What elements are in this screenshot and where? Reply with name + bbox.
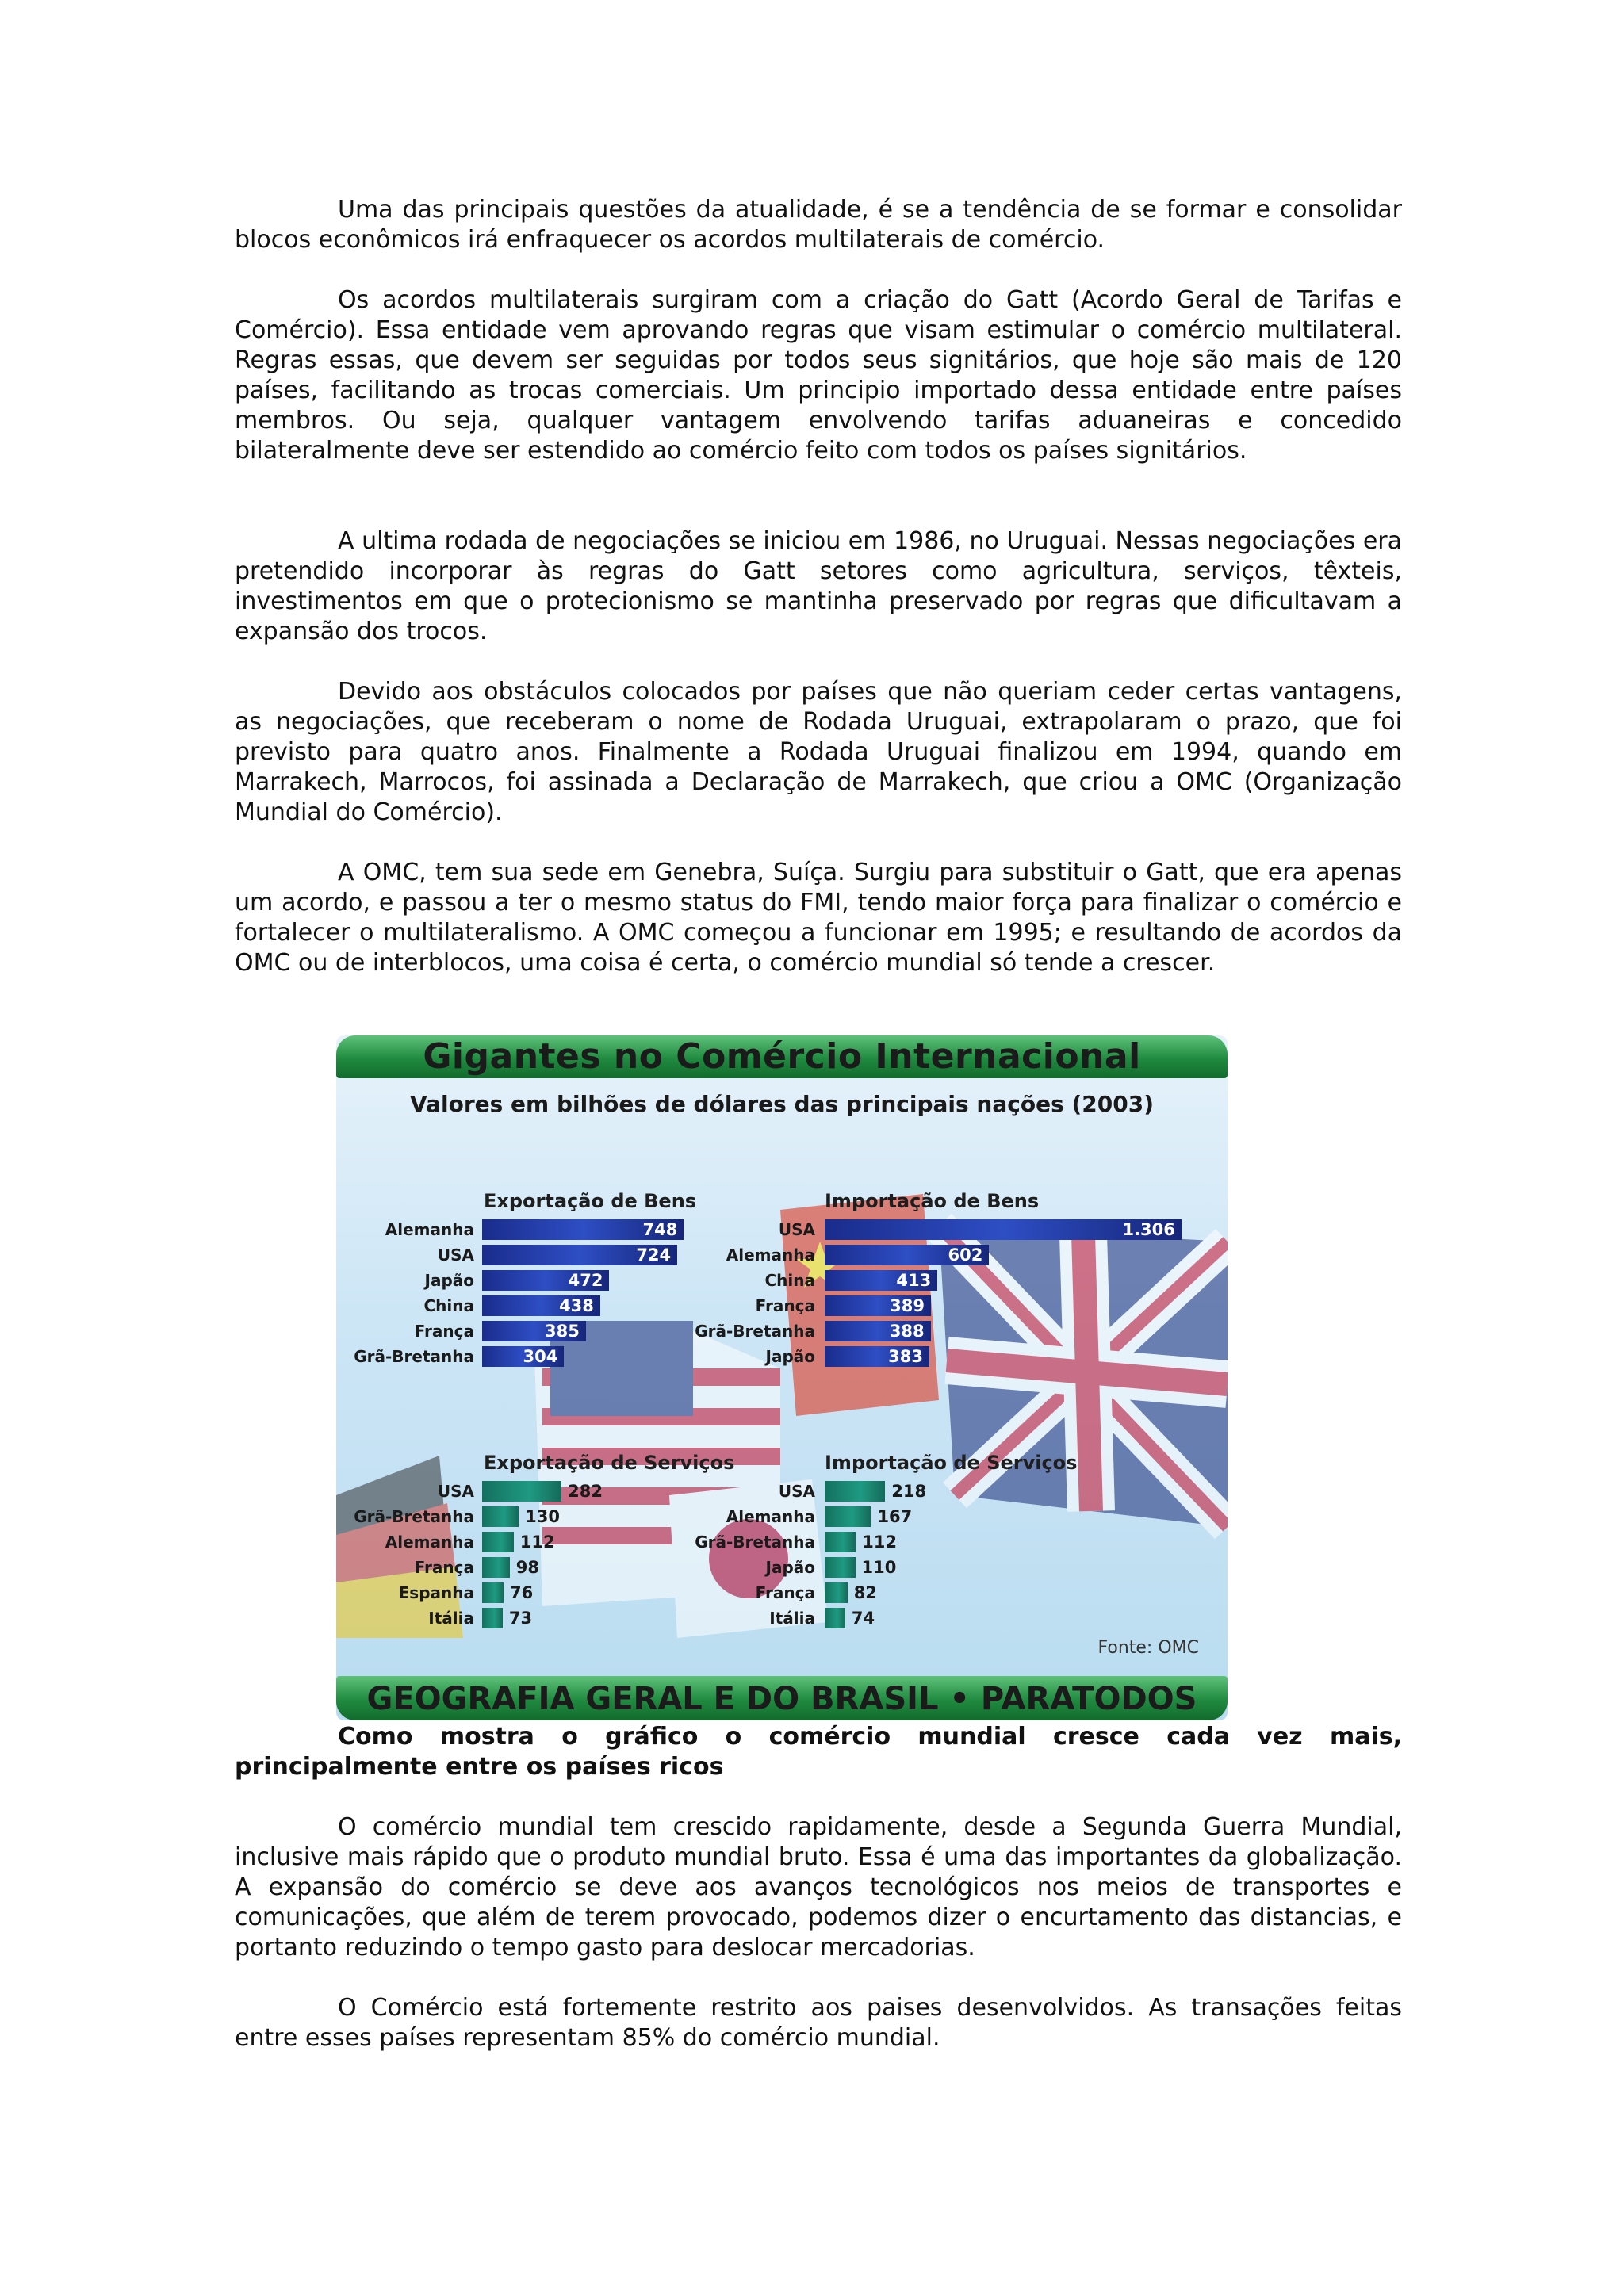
bar-row xyxy=(682,1269,1126,1292)
value-label: 388 xyxy=(889,1322,925,1341)
bar xyxy=(825,1557,856,1578)
category-label: França xyxy=(755,1583,815,1602)
bar-row xyxy=(682,1530,1126,1554)
category-label: Alemanha xyxy=(385,1533,474,1552)
value-label: 304 xyxy=(523,1347,558,1366)
category-label: Alemanha xyxy=(726,1246,815,1265)
value-label: 167 xyxy=(877,1507,913,1526)
category-label: Grã-Bretanha xyxy=(695,1322,815,1341)
paragraph-2: Os acordos multilaterais surgiram com a criação do Gatt (Acordo Geral de Tarifas e Comércio). Essa entidade vem aprovando regras que visam estimular o comércio multilateral. Regras essas, que devem ser seguidas por todos seus signitários, que hoje são mais de 120 países, facilitando as trocas comerciais. Um principio importado dessa entidade entre países membros. Ou seja, qualquer vantagem envolvendo tarifas aduaneiras e concedido bilateralmente deve ser estendido ao comércio feito com todos os países signitários. xyxy=(235,286,1402,465)
category-label: USA xyxy=(778,1220,815,1239)
paragraph-1: Uma das principais questões da atualidade, é se a tendência de se formar e consolidar blocos econômicos irá enfraquecer os acordos multilaterais de comércio. xyxy=(235,196,1402,254)
category-label: França xyxy=(414,1558,474,1577)
bar-row xyxy=(682,1479,1126,1503)
bar xyxy=(825,1506,871,1527)
value-label: 112 xyxy=(862,1533,898,1552)
category-label: Grã-Bretanha xyxy=(695,1533,815,1552)
bar-row xyxy=(682,1606,1126,1630)
category-label: USA xyxy=(778,1482,815,1501)
bar xyxy=(482,1582,504,1603)
bar-row xyxy=(682,1294,1126,1318)
category-label: Japão xyxy=(765,1347,815,1366)
infographic-source: Fonte: OMC xyxy=(1097,1638,1199,1658)
bar xyxy=(482,1481,561,1502)
bar xyxy=(482,1506,519,1527)
bar xyxy=(825,1608,845,1628)
infographic-subtitle: Valores em bilhões de dólares das principais nações (2003) xyxy=(409,1091,1155,1117)
value-label: 1.306 xyxy=(1122,1220,1175,1239)
category-label: Alemanha xyxy=(726,1507,815,1526)
category-label: USA xyxy=(437,1246,474,1265)
value-label: 218 xyxy=(891,1482,927,1501)
value-label: 282 xyxy=(568,1482,603,1501)
infographic-footer xyxy=(336,1676,1228,1720)
infographic-header xyxy=(336,1035,1228,1078)
value-label: 82 xyxy=(853,1583,877,1602)
bar-row xyxy=(682,1218,1175,1242)
value-label: 385 xyxy=(545,1322,580,1341)
value-label: 74 xyxy=(851,1609,875,1628)
category-label: Japão xyxy=(765,1558,815,1577)
bar-row xyxy=(682,1319,1126,1343)
category-label: Grã-Bretanha xyxy=(354,1507,474,1526)
category-label: Grã-Bretanha xyxy=(354,1347,474,1366)
category-label: França xyxy=(755,1296,815,1315)
value-label: 130 xyxy=(525,1507,560,1526)
panel-title: Exportação de Bens xyxy=(484,1190,697,1212)
figure-caption: Como mostra o gráfico o comércio mundial cresce cada vez mais, principalmente entre os países ricos xyxy=(235,1723,1402,1781)
panel-title: Importação de Bens xyxy=(825,1190,1040,1212)
category-label: Espanha xyxy=(398,1583,474,1602)
paragraph-4: Devido aos obstáculos colocados por países que não queriam ceder certas vantagens, as negociações, que receberam o nome de Rodada Uruguai, extrapolaram o prazo, que foi previsto para quatro anos. Finalmente a Rodada Uruguai finalizou em 1994, quando em Marrakech, Marrocos, foi assinada a Declaração de Marrakech, que criou a OMC (Organização Mundial do Comércio). xyxy=(235,678,1402,826)
bar xyxy=(482,1608,503,1628)
infographic-title: Gigantes no Comércio Internacional xyxy=(423,1036,1141,1077)
value-label: 73 xyxy=(508,1609,533,1628)
value-label: 602 xyxy=(948,1246,983,1265)
bar-row xyxy=(682,1345,1126,1368)
value-label: 472 xyxy=(568,1271,603,1290)
category-label: Japão xyxy=(424,1271,474,1290)
value-label: 110 xyxy=(861,1558,897,1577)
value-label: 413 xyxy=(896,1271,932,1290)
infographic-footer-text: GEOGRAFIA GERAL E DO BRASIL • PARATODOS xyxy=(366,1681,1197,1717)
category-label: USA xyxy=(437,1482,474,1501)
value-label: 383 xyxy=(888,1347,923,1366)
panel-title: Exportação de Serviços xyxy=(484,1452,735,1474)
paragraph-5: A OMC, tem sua sede em Genebra, Suíça. Surgiu para substituir o Gatt, que era apenas um acordo, e passou a ter o mesmo status do FMI, tendo maior força para finalizar o comércio e fortalecer o multilateralismo. A OMC começou a funcionar em 1995; e resultando de acordos da OMC ou de interblocos, uma coisa é certa, o comércio mundial só tende a crescer. xyxy=(235,859,1402,977)
bar-row xyxy=(682,1581,1126,1605)
bar xyxy=(825,1481,885,1502)
bar xyxy=(825,1582,848,1603)
trade-infographic xyxy=(336,1035,1228,1720)
category-label: França xyxy=(414,1322,474,1341)
paragraph-6: O comércio mundial tem crescido rapidamente, desde a Segunda Guerra Mundial, inclusive mais rápido que o produto mundial bruto. Essa é uma das importantes da globalização. A expansão do comércio se deve aos avanços tecnológicos nos meios de transportes e comunicações, que além de terem provocado, podemos dizer o encurtamento das distancias, e portanto reduzindo o tempo gasto para deslocar mercadorias. xyxy=(235,1813,1402,1961)
bar-row xyxy=(682,1243,1126,1267)
panel-title: Importação de Serviços xyxy=(825,1452,1078,1474)
bar xyxy=(482,1532,514,1552)
bar xyxy=(482,1557,510,1578)
value-label: 748 xyxy=(642,1220,678,1239)
value-label: 112 xyxy=(519,1533,555,1552)
bar xyxy=(825,1532,856,1552)
value-label: 438 xyxy=(559,1296,594,1315)
bar-row xyxy=(682,1556,1126,1579)
value-label: 76 xyxy=(509,1583,534,1602)
category-label: Alemanha xyxy=(385,1220,474,1239)
bar-row xyxy=(682,1505,1126,1529)
paragraph-7: O Comércio está fortemente restrito aos paises desenvolvidos. As transações feitas entre esses países representam 85% do comércio mundial. xyxy=(235,1994,1402,2052)
category-label: China xyxy=(423,1296,474,1315)
value-label: 98 xyxy=(515,1558,540,1577)
value-label: 724 xyxy=(636,1246,672,1265)
value-label: 389 xyxy=(890,1296,925,1315)
category-label: Itália xyxy=(428,1609,474,1628)
category-label: Itália xyxy=(769,1609,815,1628)
category-label: China xyxy=(764,1271,815,1290)
paragraph-3: A ultima rodada de negociações se iniciou em 1986, no Uruguai. Nessas negociações era pretendido incorporar às regras do Gatt setores como agricultura, serviços, têxteis, investimentos em que o protecionismo se mantinha preservado por regras que dificultavam a expansão dos trocos. xyxy=(235,527,1402,645)
